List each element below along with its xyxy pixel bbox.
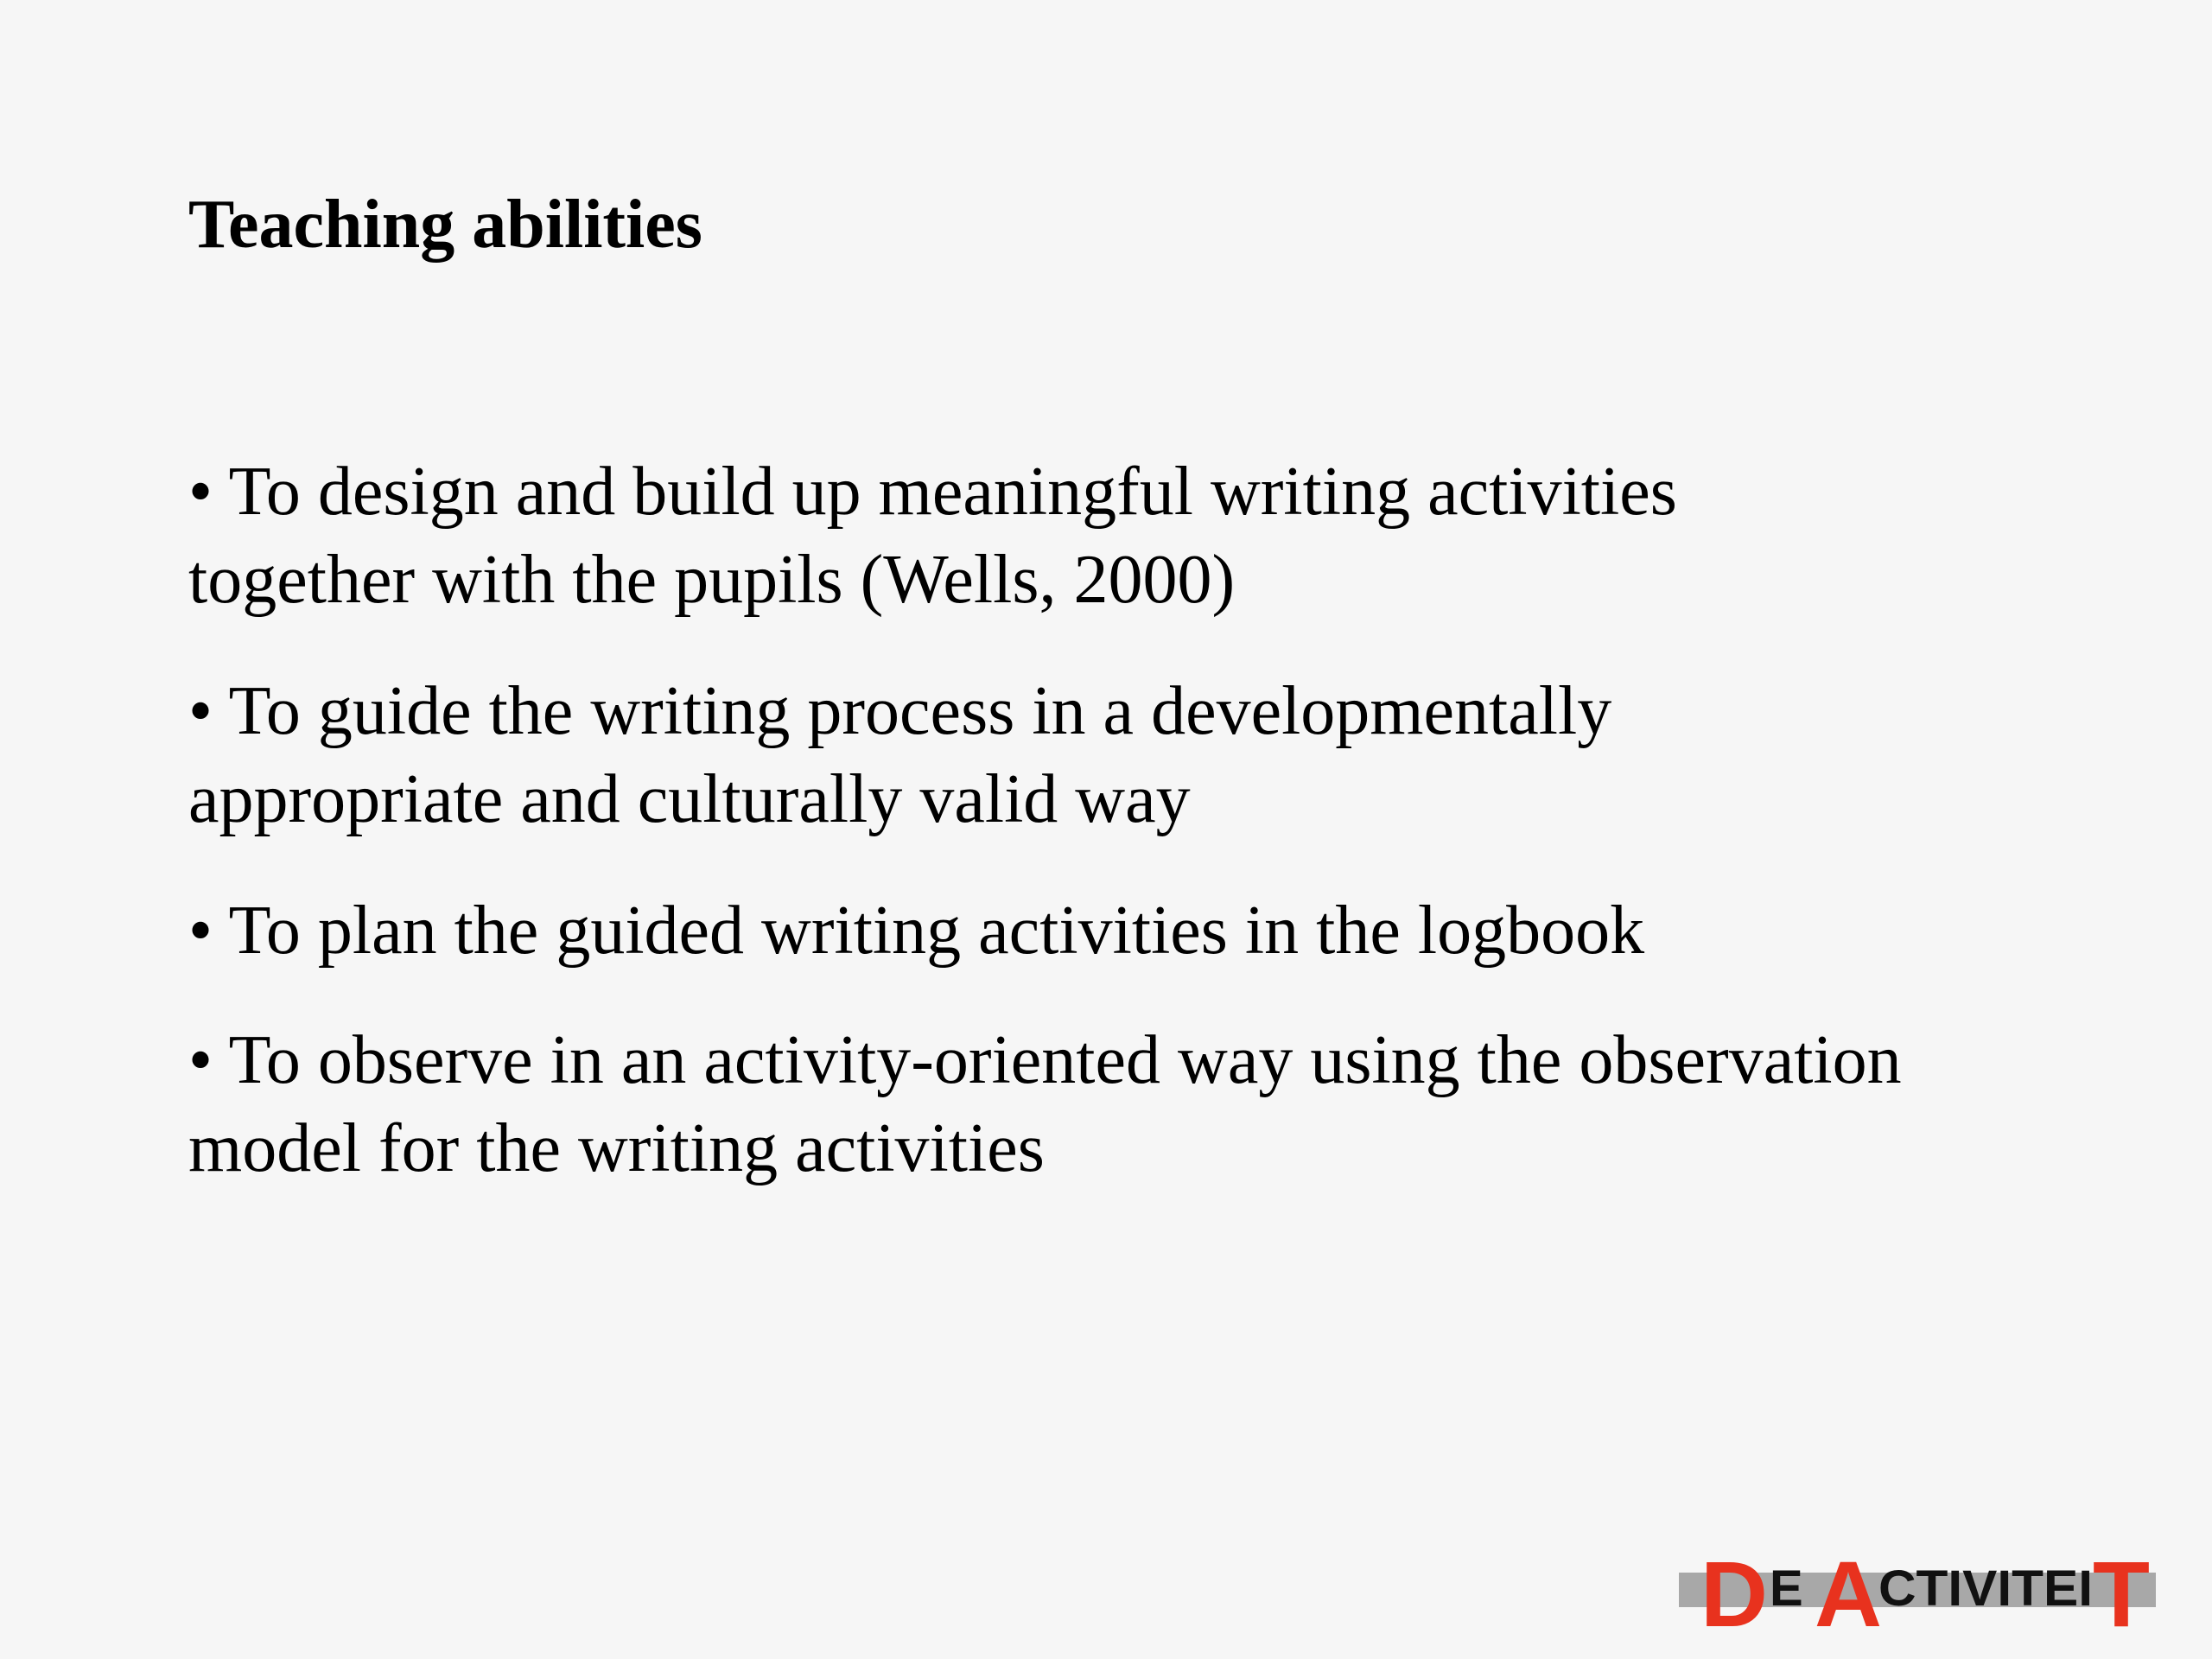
bullet-line: model for the writing activities (188, 1110, 1045, 1186)
logo-letter-d: D (1700, 1547, 1768, 1633)
slide-title: Teaching abilities (188, 187, 702, 263)
bullet-line: • To plan the guided writing activities in the logbook (188, 893, 1645, 969)
logo-letter-a: A (1815, 1547, 1882, 1633)
bullet-line: appropriate and culturally valid way (188, 761, 1191, 837)
logo-letter-t: T (2093, 1547, 2150, 1633)
bullet-line: • To design and build up meaningful writing activities (188, 454, 1677, 530)
list-item (188, 1016, 2141, 1192)
bullet-line: • To observe in an activity-oriented way using the observation (188, 1022, 1902, 1098)
de-activiteit-logo (1675, 1547, 2158, 1633)
list-item (188, 667, 2141, 843)
bullet-line: • To guide the writing process in a developmentally (188, 673, 1612, 749)
logo-graphic (1675, 1547, 2158, 1633)
logo-letter-e: E (1770, 1560, 1803, 1617)
bullet-line: together with the pupils (Wells, 2000) (188, 542, 1236, 618)
bullet-list (188, 448, 2141, 1236)
list-item (188, 448, 2141, 624)
logo-letters-ctivitei: CTIVITEI (1878, 1560, 2093, 1617)
list-item (188, 887, 2141, 975)
